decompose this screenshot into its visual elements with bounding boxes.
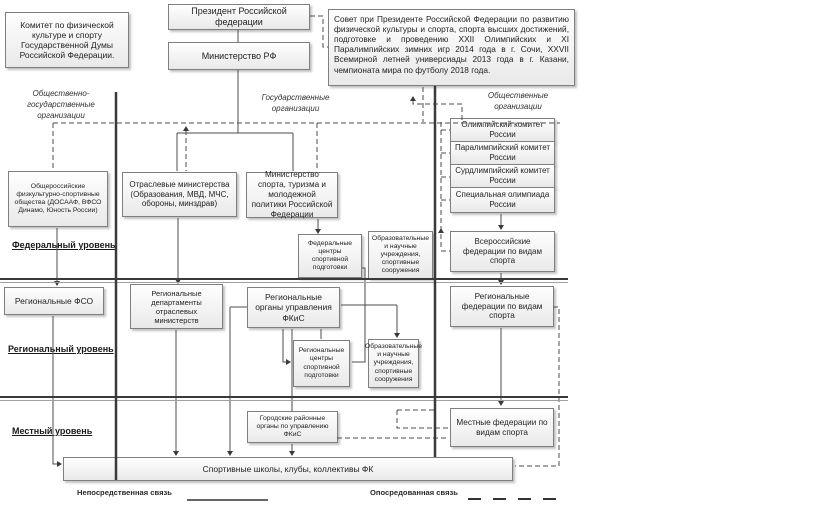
- box-regional-departments: Региональные департаменты отраслевых министерств: [130, 284, 223, 329]
- box-president-council: Совет при Президенте Российской Федерации по развитию физической культуры и спорта, спорта высших достижений, подготовке и проведению XXII Олимпийских и XI Паралимпийских зимних игр 2014 года в г. Сочи, XXVII Всемирной летней универсиады 2013 года в г. Казани, чемпионата мира по футболу 2018 года.: [328, 9, 575, 86]
- column-label-state: Государственные организации: [261, 93, 330, 113]
- box-regional-fso: Региональные ФСО: [4, 287, 104, 315]
- box-local-federations: Местные федерации по видам спорта: [450, 408, 554, 447]
- box-regional-training-centers: Региональные центры спортивной подготовки: [293, 340, 350, 387]
- box-special-olympiad: Специальная олимпиада России: [450, 187, 555, 213]
- column-label-public: Общественные организации: [487, 91, 549, 111]
- box-regional-federations: Региональные федерации по видам спорта: [450, 286, 554, 327]
- box-olympic-committee: Олимпийский комитет России: [450, 118, 555, 142]
- level-label-federal: Федеральный уровень: [12, 240, 116, 250]
- legend-line-samples: [187, 499, 556, 500]
- level-label-local: Местный уровень: [12, 426, 93, 436]
- box-federal-training-centers: Федеральные центры спортивной подготовки: [298, 234, 362, 278]
- box-ministry-rf: Министерство РФ: [168, 42, 310, 70]
- legend-indirect-link-label: Опосредованная связь: [370, 488, 458, 497]
- box-duma-committee: Комитет по физической культуре и спорту Государственной Думы Российской Федерации.: [5, 12, 129, 68]
- level-label-regional: Региональный уровень: [8, 344, 114, 354]
- box-sport-schools: Спортивные школы, клубы, коллективы ФК: [63, 457, 513, 481]
- box-allrussian-federations: Всероссийские федерации по видам спорта: [450, 231, 555, 272]
- box-sector-ministries: Отраслевые министерства (Образования, МВД, МЧС, обороны, минздрав): [122, 172, 237, 217]
- box-regional-sport-bodies: Региональные органы управления ФКиС: [247, 287, 340, 328]
- box-sport-ministry: Министерство спорта, туризма и молодежной политики Российской Федерации: [246, 172, 338, 218]
- box-fso-societies: Общероссийские физкультурно-спортивные общества (ДОСААФ, ВФСО Динамо, Юность России): [8, 171, 108, 227]
- column-label-public-state: Общественно-государственные организации: [27, 89, 95, 120]
- box-paralympic-committee: Паралимпийский комитет России: [450, 141, 555, 165]
- box-edu-institutions-regional: Образовательные и научные учреждения, спортивные сооружения: [368, 339, 419, 388]
- box-edu-institutions-federal: Образовательные и научные учреждения, спортивные сооружения: [368, 231, 433, 279]
- legend-direct-link-label: Непосредственная связь: [77, 488, 172, 497]
- box-president: Президент Российской федерации: [168, 4, 310, 30]
- box-surdlympic-committee: Сурдлимпийский комитет России: [450, 164, 555, 188]
- box-city-district-bodies: Городские районные органы по управлению ФКиС: [247, 411, 338, 443]
